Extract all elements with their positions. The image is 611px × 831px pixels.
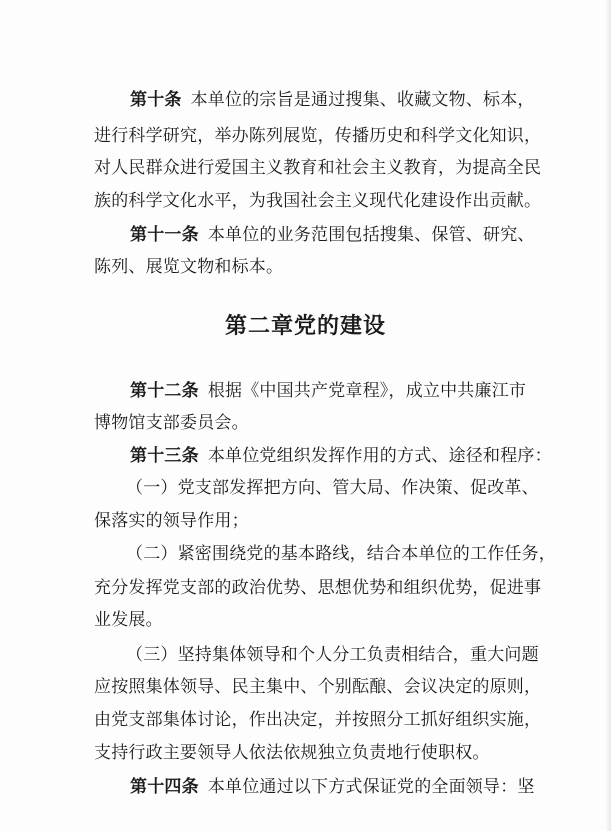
article-12-line-1 bbox=[130, 380, 526, 402]
article-12-line-2: 博物馆支部委员会。 bbox=[94, 413, 249, 433]
article-11-label: 第十一条 bbox=[130, 225, 199, 245]
article-10-line-4: 族的科学文化水平，为我国社会主义现代化建设作出贡献。 bbox=[94, 191, 542, 211]
article-10-text: 本单位的宗旨是通过搜集、收藏文物、标本， bbox=[190, 90, 535, 110]
item-2-line-3: 业发展。 bbox=[94, 610, 163, 630]
item-3-line-4: 支持行政主要领导人依法依规独立负责地行使职权。 bbox=[94, 743, 490, 763]
article-13-text: 本单位党组织发挥作用的方式、途径和程序： bbox=[207, 446, 552, 466]
article-14-text: 本单位通过以下方式保证党的全面领导：坚 bbox=[207, 777, 535, 797]
article-11-text: 本单位的业务范围包括搜集、保管、研究、 bbox=[207, 225, 535, 245]
article-10-label: 第十条 bbox=[130, 90, 182, 110]
article-13-label: 第十三条 bbox=[130, 446, 199, 466]
chapter-title: 第二章党的建设 bbox=[224, 314, 386, 339]
item-3-line-1: （三）坚持集体领导和个人分工负责相结合，重大问题 bbox=[126, 645, 539, 665]
article-10-line-1 bbox=[130, 89, 535, 111]
article-10-line-3: 对人民群众进行爱国主义教育和社会主义教育，为提高全民 bbox=[94, 158, 542, 178]
article-13-line-1 bbox=[130, 445, 552, 467]
item-3-line-2: 应按照集体领导、民主集中、个别酝酿、会议决定的原则， bbox=[94, 677, 542, 697]
item-1-line-1: （一）党支部发挥把方向、管大局、作决策、促改革、 bbox=[126, 478, 539, 498]
scan-edge-shadow bbox=[605, 0, 611, 831]
item-1-line-2: 保落实的领导作用； bbox=[94, 511, 249, 531]
article-12-label: 第十二条 bbox=[130, 381, 199, 401]
article-14-line-1 bbox=[130, 776, 535, 798]
article-12-text: 根据《中国共产党章程》，成立中共廉江市 bbox=[207, 381, 527, 401]
item-2-line-1: （二）紧密围绕党的基本路线，结合本单位的工作任务， bbox=[126, 544, 556, 564]
item-2-line-2: 充分发挥党支部的政治优势、思想优势和组织优势，促进事 bbox=[94, 578, 542, 598]
item-3-line-3: 由党支部集体讨论，作出决定，并按照分工抓好组织实施， bbox=[94, 710, 542, 730]
article-10-line-2: 进行科学研究，举办陈列展览，传播历史和科学文化知识， bbox=[94, 126, 542, 146]
article-14-label: 第十四条 bbox=[130, 777, 199, 797]
article-11-line-2: 陈列、展览文物和标本。 bbox=[94, 257, 284, 277]
article-11-line-1 bbox=[130, 224, 535, 246]
